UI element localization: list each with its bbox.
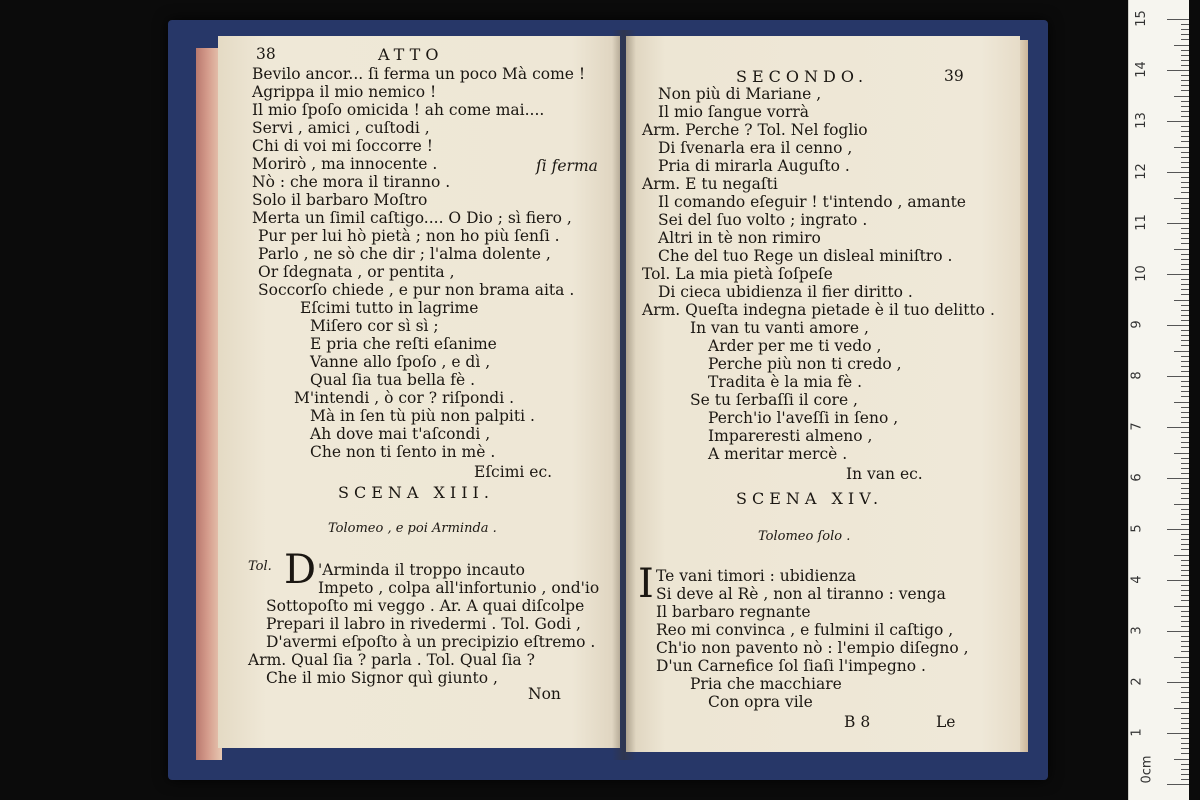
verse-line: M'intendi , ò cor ? riſpondi . — [294, 389, 515, 407]
ruler-tick — [1181, 692, 1189, 693]
ruler-tick — [1181, 315, 1189, 316]
ruler-tick — [1181, 167, 1189, 168]
ruler-tick — [1167, 19, 1189, 20]
ruler-tick — [1181, 90, 1189, 91]
ruler-tick — [1181, 748, 1189, 749]
ruler-tick — [1181, 621, 1189, 622]
ruler-tick — [1181, 641, 1189, 642]
verse-line: Morirò , ma innocente . — [252, 155, 438, 173]
ruler-tick — [1181, 85, 1189, 86]
ruler-tick — [1181, 386, 1189, 387]
ruler-tick — [1181, 498, 1189, 499]
ruler-tick — [1181, 713, 1189, 714]
ruler-number: 9 — [1129, 320, 1145, 329]
ruler-tick — [1181, 141, 1189, 142]
ruler-tick — [1181, 136, 1189, 137]
signature-mark: B 8 — [844, 713, 871, 731]
verse-line: Non più di Mariane , — [658, 85, 822, 103]
ruler-tick — [1181, 595, 1189, 596]
ruler-tick — [1181, 345, 1189, 346]
ruler-tick — [1167, 478, 1189, 479]
dialogue-line: Si deve al Rè , non al tiranno : venga — [656, 585, 946, 603]
ruler-tick — [1181, 437, 1189, 438]
verse-line: Arm. E tu negaſti — [642, 175, 778, 193]
ruler-tick — [1181, 34, 1189, 35]
ruler-tick — [1181, 509, 1189, 510]
ruler-number: 11 — [1133, 214, 1149, 231]
verse-line: Tradita è la mia fè . — [708, 373, 863, 391]
ruler-tick — [1181, 152, 1189, 153]
ruler-number: 7 — [1129, 422, 1145, 431]
ruler-tick — [1181, 565, 1189, 566]
ruler-tick — [1181, 493, 1189, 494]
ruler-tick — [1174, 504, 1189, 505]
ruler-tick — [1181, 305, 1189, 306]
dialogue-line: Te vani timori : ubidienza — [656, 567, 857, 585]
ruler-number: 8 — [1129, 371, 1145, 380]
verse-line: Eſcimi tutto in lagrime — [300, 299, 479, 317]
verse-line: In van ec. — [846, 465, 923, 483]
ruler-tick — [1181, 294, 1189, 295]
ruler-tick — [1174, 300, 1189, 301]
ruler-tick — [1181, 75, 1189, 76]
ruler-tick — [1167, 172, 1189, 173]
ruler-tick — [1174, 453, 1189, 454]
ruler-tick — [1181, 391, 1189, 392]
ruler-tick — [1181, 442, 1189, 443]
stage-direction: ſi ferma — [536, 157, 598, 175]
verse-line: Or ſdegnata , or pentita , — [258, 263, 455, 281]
verse-line: Impareresti almeno , — [708, 427, 873, 445]
ruler-tick — [1181, 616, 1189, 617]
ruler-tick — [1181, 600, 1189, 601]
ruler-tick — [1181, 611, 1189, 612]
verse-line: Perch'io l'aveſſi in ſeno , — [708, 409, 899, 427]
ruler-tick — [1181, 60, 1189, 61]
ruler-tick — [1181, 228, 1189, 229]
ruler-tick — [1181, 463, 1189, 464]
verse-line: Arm. Perche ? Tol. Nel foglio — [642, 121, 868, 139]
ruler-tick — [1181, 361, 1189, 362]
ruler-tick — [1181, 381, 1189, 382]
ruler-tick — [1167, 580, 1189, 581]
verse-line: Bevilo ancor... ſi ferma un poco Mà come ! — [252, 65, 586, 83]
dialogue-line: Prepari il labro in rivedermi . Tol. Godi , — [266, 615, 581, 633]
ruler-tick — [1181, 208, 1189, 209]
ruler-tick — [1181, 764, 1189, 765]
ruler-tick — [1181, 585, 1189, 586]
verse-line: Miſero cor sì sì ; — [310, 317, 439, 335]
ruler-tick — [1181, 162, 1189, 163]
verse-line: Il mio ſpoſo omicida ! ah come mai.... — [252, 101, 545, 119]
ruler-tick — [1181, 335, 1189, 336]
ruler-tick — [1174, 555, 1189, 556]
left-page — [218, 36, 620, 748]
ruler-tick — [1181, 289, 1189, 290]
ruler-tick — [1174, 402, 1189, 403]
verse-line: Agrippa il mio nemico ! — [252, 83, 437, 101]
right-page-number: 39 — [944, 67, 964, 85]
verse-line: Eſcimi ec. — [474, 463, 553, 481]
speaker-label: Tol. — [248, 559, 272, 574]
dialogue-line: D'un Carnefice ſol ſiaſi l'impegno . — [656, 657, 926, 675]
ruler-tick — [1181, 417, 1189, 418]
ruler-number: 15 — [1133, 10, 1149, 27]
ruler-tick — [1181, 519, 1189, 520]
ruler-tick — [1181, 131, 1189, 132]
ruler-tick — [1181, 667, 1189, 668]
dialogue-line: 'Arminda il troppo incauto — [318, 561, 525, 579]
ruler-number: 13 — [1133, 112, 1149, 129]
dialogue-line: Reo mi convinca , e fulmini il caſtigo , — [656, 621, 954, 639]
ruler-tick — [1181, 233, 1189, 234]
verse-line: In van tu vanti amore , — [690, 319, 869, 337]
ruler-tick — [1181, 55, 1189, 56]
ruler-tick — [1167, 682, 1189, 683]
ruler-tick — [1181, 646, 1189, 647]
dialogue-line: Che il mio Signor quì giunto , — [266, 669, 498, 687]
verse-line: Il mio ſangue vorrà — [658, 103, 810, 121]
ruler-tick — [1174, 96, 1189, 97]
ruler-tick — [1181, 396, 1189, 397]
ruler-number: 12 — [1133, 163, 1149, 180]
ruler-tick — [1181, 473, 1189, 474]
scene-subtitle: Tolomeo , e poi Arminda . — [328, 521, 497, 536]
verse-line: Il comando eſeguir ! t'intendo , amante — [658, 193, 966, 211]
verse-line: Se tu ſerbaſſi il core , — [690, 391, 858, 409]
ruler-tick — [1181, 590, 1189, 591]
ruler-tick — [1181, 116, 1189, 117]
ruler-tick — [1181, 769, 1189, 770]
ruler-tick — [1181, 718, 1189, 719]
verse-line: Parlo , ne sò che dir ; l'alma dolente , — [258, 245, 551, 263]
ruler-tick — [1174, 657, 1189, 658]
ruler-tick — [1181, 774, 1189, 775]
ruler-unit-label: 0cm — [1139, 755, 1155, 784]
ruler-tick — [1181, 407, 1189, 408]
verse-line: Arder per me ti vedo , — [708, 337, 882, 355]
verse-line: Pria di mirarla Auguſto . — [658, 157, 850, 175]
dialogue-line: Sottopoſto mi veggo . Ar. A quai diſcolpe — [266, 597, 585, 615]
verse-line: Altri in tè non rimiro — [658, 229, 821, 247]
dialogue-line: Impeto , colpa all'infortunio , ond'io — [318, 579, 600, 597]
ruler-tick — [1181, 549, 1189, 550]
ruler-number: 5 — [1129, 524, 1145, 533]
ruler-tick — [1181, 728, 1189, 729]
ruler-tick — [1174, 198, 1189, 199]
verse-line: Che del tuo Rege un disleal miniſtro . — [658, 247, 953, 265]
ruler-tick — [1181, 677, 1189, 678]
ruler-number: 2 — [1129, 677, 1145, 686]
verse-line: Di cieca ubidienza il fier diritto . — [658, 283, 913, 301]
ruler-tick — [1167, 376, 1189, 377]
verse-line: A meritar mercè . — [708, 445, 848, 463]
ruler-tick — [1181, 330, 1189, 331]
ruler-tick — [1181, 340, 1189, 341]
ruler-number: 3 — [1129, 626, 1145, 635]
drop-cap: D — [284, 547, 317, 593]
ruler-tick — [1181, 488, 1189, 489]
ruler-number: 1 — [1129, 728, 1145, 737]
ruler-tick — [1181, 284, 1189, 285]
ruler-tick — [1181, 366, 1189, 367]
verse-line: Nò : che mora il tiranno . — [252, 173, 451, 191]
ruler-tick — [1181, 218, 1189, 219]
verse-line: Chi di voi mi ſoccorre ! — [252, 137, 433, 155]
ruler-tick — [1181, 723, 1189, 724]
ruler-tick — [1181, 243, 1189, 244]
ruler-tick — [1167, 784, 1189, 785]
ruler-tick — [1181, 157, 1189, 158]
ruler-tick — [1174, 351, 1189, 352]
ruler-tick — [1181, 192, 1189, 193]
ruler-tick — [1181, 662, 1189, 663]
ruler-tick — [1181, 534, 1189, 535]
ruler-tick — [1181, 279, 1189, 280]
ruler-number: 10 — [1133, 265, 1149, 282]
dialogue-line: Ch'io non pavento nò : l'empio diſegno , — [656, 639, 969, 657]
ruler-tick — [1167, 529, 1189, 530]
ruler-tick — [1167, 427, 1189, 428]
dialogue-line: Pria che macchiare — [690, 675, 842, 693]
verse-line: Solo il barbaro Moſtro — [252, 191, 428, 209]
ruler-tick — [1181, 320, 1189, 321]
dialogue-line: Arm. Qual ſia ? parla . Tol. Qual ſia ? — [248, 651, 535, 669]
verse-line: Pur per lui hò pietà ; non ho più ſenſi . — [258, 227, 560, 245]
measurement-ruler — [1128, 0, 1189, 800]
ruler-tick — [1181, 651, 1189, 652]
ruler-tick — [1181, 80, 1189, 81]
scene-title: SCENA XIII. — [338, 483, 494, 502]
ruler-tick — [1181, 468, 1189, 469]
verse-line: Servi , amici , cuſtodi , — [252, 119, 430, 137]
verse-line: Soccorſo chiede , e pur non brama aita . — [258, 281, 575, 299]
ruler-tick — [1181, 254, 1189, 255]
dialogue-line: Con opra vile — [708, 693, 813, 711]
ruler-tick — [1181, 432, 1189, 433]
ruler-tick — [1181, 264, 1189, 265]
ruler-tick — [1181, 371, 1189, 372]
ruler-tick — [1181, 514, 1189, 515]
ruler-tick — [1181, 636, 1189, 637]
ruler-tick — [1181, 101, 1189, 102]
verse-line: Ah dove mai t'aſcondi , — [310, 425, 491, 443]
verse-line: Merta un ſimil caſtigo.... O Dio ; sì fiero , — [252, 209, 572, 227]
ruler-tick — [1174, 708, 1189, 709]
ruler-tick — [1181, 458, 1189, 459]
ruler-tick — [1181, 106, 1189, 107]
ruler-tick — [1181, 702, 1189, 703]
right-page — [626, 36, 1020, 752]
ruler-tick — [1181, 422, 1189, 423]
ruler-tick — [1174, 759, 1189, 760]
scene-title: SCENA XIV. — [736, 489, 884, 508]
scene-subtitle: Tolomeo ſolo . — [758, 529, 851, 544]
ruler-tick — [1181, 544, 1189, 545]
ruler-tick — [1181, 672, 1189, 673]
ruler-tick — [1181, 238, 1189, 239]
ruler-tick — [1167, 631, 1189, 632]
ruler-tick — [1181, 539, 1189, 540]
ruler-tick — [1181, 753, 1189, 754]
ruler-tick — [1181, 182, 1189, 183]
ruler-tick — [1181, 126, 1189, 127]
ruler-tick — [1181, 177, 1189, 178]
ruler-tick — [1181, 65, 1189, 66]
ruler-tick — [1167, 223, 1189, 224]
ruler-tick — [1174, 45, 1189, 46]
verse-line: Sei del ſuo volto ; ingrato . — [658, 211, 868, 229]
catchword: Non — [528, 685, 561, 703]
dialogue-line: Il barbaro regnante — [656, 603, 811, 621]
verse-line: Vanne allo ſpoſo , e dì , — [310, 353, 491, 371]
ruler-tick — [1167, 733, 1189, 734]
right-running-header: SECONDO. — [736, 67, 869, 86]
ruler-tick — [1181, 447, 1189, 448]
ruler-tick — [1181, 697, 1189, 698]
ruler-tick — [1181, 29, 1189, 30]
ruler-tick — [1181, 626, 1189, 627]
ruler-tick — [1181, 483, 1189, 484]
verse-line: Mà in ſen tù più non palpiti . — [310, 407, 535, 425]
book-gutter — [612, 30, 636, 760]
ruler-tick — [1181, 213, 1189, 214]
left-page-number: 38 — [256, 45, 276, 63]
ruler-tick — [1181, 575, 1189, 576]
verse-line: Perche più non ti credo , — [708, 355, 902, 373]
ruler-tick — [1181, 259, 1189, 260]
ruler-tick — [1181, 187, 1189, 188]
ruler-tick — [1181, 111, 1189, 112]
verse-line: Arm. Queſta indegna pietade è il tuo delitto . — [642, 301, 995, 319]
ruler-number: 4 — [1129, 575, 1145, 584]
ruler-tick — [1181, 738, 1189, 739]
ruler-tick — [1174, 147, 1189, 148]
ruler-tick — [1181, 779, 1189, 780]
ruler-tick — [1181, 743, 1189, 744]
ruler-tick — [1181, 687, 1189, 688]
ruler-tick — [1181, 356, 1189, 357]
ruler-tick — [1181, 412, 1189, 413]
ruler-tick — [1167, 325, 1189, 326]
ruler-tick — [1181, 524, 1189, 525]
ruler-tick — [1181, 39, 1189, 40]
verse-line: Tol. La mia pietà ſoſpeſe — [642, 265, 833, 283]
ruler-tick — [1181, 570, 1189, 571]
catchword: Le — [936, 713, 956, 731]
ruler-tick — [1181, 269, 1189, 270]
ruler-tick — [1167, 121, 1189, 122]
ruler-tick — [1181, 50, 1189, 51]
ruler-tick — [1167, 70, 1189, 71]
ruler-tick — [1174, 606, 1189, 607]
ruler-tick — [1181, 560, 1189, 561]
ruler-tick — [1167, 274, 1189, 275]
verse-line: E pria che reſti eſanime — [310, 335, 497, 353]
drop-cap: I — [638, 561, 654, 607]
verse-line: Che non ti ſento in mè . — [310, 443, 496, 461]
dialogue-line: D'avermi eſpoſto à un precipizio eſtremo . — [266, 633, 596, 651]
ruler-tick — [1181, 24, 1189, 25]
ruler-tick — [1181, 310, 1189, 311]
ruler-tick — [1181, 203, 1189, 204]
verse-line: Di ſvenarla era il cenno , — [658, 139, 853, 157]
left-running-header: ATTO — [378, 45, 444, 64]
verse-line: Qual ſia tua bella fè . — [310, 371, 475, 389]
ruler-number: 14 — [1133, 61, 1149, 78]
ruler-number: 6 — [1129, 473, 1145, 482]
ruler-tick — [1174, 249, 1189, 250]
